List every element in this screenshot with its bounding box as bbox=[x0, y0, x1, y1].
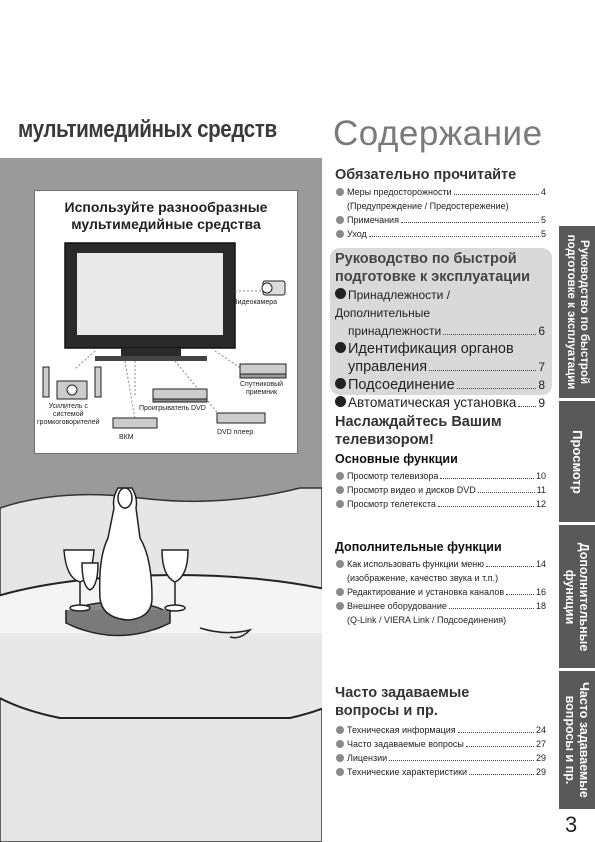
tab-advanced-functions[interactable] bbox=[559, 525, 595, 668]
toc-item-text: Просмотр видео и дисков DVD bbox=[347, 485, 476, 495]
satellite-receiver-icon bbox=[240, 364, 286, 378]
toc-item[interactable] bbox=[336, 213, 546, 227]
bullet-icon bbox=[336, 188, 344, 196]
tab-advanced-line2: функции bbox=[563, 569, 577, 624]
page-number: 3 bbox=[565, 812, 578, 837]
tab-advanced-line1: Дополнительные bbox=[577, 542, 591, 651]
toc-item-page: 16 bbox=[535, 587, 546, 597]
toc-item-text: Принадлежности / Дополнительные bbox=[335, 288, 451, 320]
toc-item[interactable] bbox=[336, 737, 546, 751]
label-satellite-line1: Спутниковый bbox=[240, 381, 284, 388]
card-title-line2: мультимедийные средства bbox=[71, 216, 261, 232]
toc-item[interactable] bbox=[335, 394, 545, 412]
section-title-enjoy bbox=[335, 413, 502, 449]
faq-title-line2: вопросы и пр. bbox=[335, 703, 438, 719]
toc-item-page: 5 bbox=[540, 215, 546, 225]
subsection-advanced: Дополнительные функции bbox=[335, 540, 502, 554]
page-title: Содержание bbox=[333, 114, 543, 153]
toc-item-text: Просмотр телевизора bbox=[347, 471, 439, 481]
toc-item-note: (изображение, качество звука и т.п.) bbox=[347, 573, 499, 583]
toc-item-page: 7 bbox=[538, 360, 545, 374]
quick-title-line2: подготовке к эксплуатации bbox=[335, 269, 531, 285]
tab-faq-line1: Часто задаваемые bbox=[577, 682, 591, 798]
toc-item[interactable] bbox=[336, 483, 546, 497]
section-title-must-read: Обязательно прочитайте bbox=[335, 167, 517, 183]
toc-item-page: 10 bbox=[535, 471, 546, 481]
toc-item-page: 18 bbox=[535, 601, 546, 611]
vcr-icon bbox=[113, 418, 157, 428]
toc-item-page: 29 bbox=[535, 767, 546, 777]
tab-faq-line2: вопросы и пр. bbox=[563, 695, 577, 785]
toc-item-text: Внешнее оборудование bbox=[347, 601, 447, 611]
illustration-panel bbox=[0, 158, 322, 842]
toc-item-page: 6 bbox=[538, 324, 545, 338]
toc-item[interactable] bbox=[336, 185, 546, 213]
toc-item-note: (Q-Link / VIERA Link / Подсоединения) bbox=[347, 615, 507, 625]
toc-item-text: Подсоединение bbox=[348, 377, 455, 393]
section-title-faq bbox=[335, 684, 469, 720]
toc-item[interactable] bbox=[336, 497, 546, 511]
toc-item-page: 4 bbox=[540, 187, 546, 197]
dvd-player-icon bbox=[217, 413, 265, 423]
tab-viewing[interactable] bbox=[559, 401, 595, 522]
toc-item-text: Редактирование и установка каналов bbox=[347, 587, 505, 597]
toc-item-page: 24 bbox=[535, 725, 546, 735]
label-dvd-recorder: Проигрыватель DVD bbox=[139, 405, 206, 412]
toc-item[interactable] bbox=[336, 765, 546, 779]
toc-item-page: 11 bbox=[536, 485, 546, 495]
bullet-icon bbox=[336, 216, 344, 224]
label-dvd-player: DVD плеер bbox=[217, 429, 254, 436]
label-amp-line2: системой bbox=[52, 411, 84, 418]
toc-item-text-line2: принадлежности bbox=[348, 324, 442, 338]
tab-quick-guide[interactable] bbox=[559, 226, 595, 398]
toc-item-text: Технические характеристики bbox=[347, 767, 468, 777]
toc-item-text: Меры предосторожности bbox=[347, 187, 452, 197]
bullet-icon bbox=[336, 500, 344, 508]
toc-item-page: 9 bbox=[538, 396, 545, 410]
tab-viewing-label: Просмотр bbox=[570, 429, 585, 494]
toc-item-text: Примечания bbox=[347, 215, 399, 225]
faq-title-line1: Часто задаваемые bbox=[335, 685, 470, 701]
bullet-icon bbox=[336, 726, 344, 734]
toc-item-text: Идентификация органов bbox=[348, 341, 514, 357]
enjoy-title-line1: Наслаждайтесь Вашим bbox=[335, 414, 502, 430]
toc-item[interactable] bbox=[336, 557, 546, 585]
bullet-icon bbox=[336, 230, 344, 238]
toc-item[interactable] bbox=[336, 723, 546, 737]
card-title-line1: Используйте разнообразные bbox=[64, 199, 268, 215]
bullet-icon bbox=[335, 378, 346, 389]
label-amp-line1: Усилитель с bbox=[48, 403, 88, 410]
toc-item-text: Часто задаваемые вопросы bbox=[347, 739, 464, 749]
toc-item-page: 5 bbox=[540, 229, 546, 239]
toc-item[interactable] bbox=[336, 227, 546, 241]
bullet-icon bbox=[336, 560, 344, 568]
toc-item[interactable] bbox=[336, 469, 546, 483]
toc-item-page: 14 bbox=[535, 559, 546, 569]
bullet-icon bbox=[336, 740, 344, 748]
toc-item-text: Как использовать функции меню bbox=[347, 559, 484, 569]
toc-item-text: Автоматическая установка bbox=[348, 395, 517, 410]
toc-item[interactable] bbox=[335, 340, 545, 376]
toc-must-read bbox=[336, 185, 546, 241]
bullet-icon bbox=[336, 602, 344, 610]
toc-item[interactable] bbox=[336, 599, 546, 627]
bullet-icon bbox=[335, 288, 346, 299]
dvd-recorder-icon bbox=[153, 389, 207, 402]
label-satellite bbox=[240, 381, 283, 397]
toc-item-page: 8 bbox=[538, 378, 545, 392]
label-amp-line3: громкоговорителей bbox=[37, 419, 100, 426]
toc-item[interactable] bbox=[336, 585, 546, 599]
quick-title-line1: Руководство по быстрой bbox=[335, 251, 517, 267]
label-satellite-line2: приемник bbox=[245, 389, 278, 396]
bullet-icon bbox=[336, 754, 344, 762]
toc-item[interactable] bbox=[335, 286, 545, 340]
toc-quick-guide bbox=[335, 286, 545, 412]
toc-faq bbox=[336, 723, 546, 779]
left-heading: мультимедийных средств bbox=[18, 116, 277, 143]
toc-item-page: 12 bbox=[535, 499, 546, 509]
bullet-icon bbox=[335, 396, 346, 407]
toc-advanced bbox=[336, 557, 546, 627]
multimedia-card bbox=[34, 190, 298, 454]
label-vcr: ВКМ bbox=[119, 434, 134, 441]
toc-item[interactable] bbox=[335, 376, 545, 394]
tab-quick-line2: подготовке к эксплуатации bbox=[565, 234, 577, 390]
camcorder-icon bbox=[262, 281, 285, 295]
amplifier-speakers-icon bbox=[43, 367, 101, 399]
toc-item-page: 27 bbox=[535, 739, 546, 749]
bullet-icon bbox=[336, 486, 344, 494]
tab-quick-line1: Руководство по быстрой bbox=[578, 239, 590, 385]
toc-item-page: 29 bbox=[535, 753, 546, 763]
enjoy-title-line2: телевизором! bbox=[335, 432, 434, 448]
toc-item-text: Уход bbox=[347, 229, 367, 239]
label-amplifier bbox=[37, 403, 100, 427]
toc-item-note: (Предупреждение / Предостережение) bbox=[347, 201, 509, 211]
toc-item[interactable] bbox=[336, 751, 546, 765]
bullet-icon bbox=[335, 342, 346, 353]
subsection-basic: Основные функции bbox=[335, 452, 458, 466]
bullet-icon bbox=[336, 472, 344, 480]
bullet-icon bbox=[336, 588, 344, 596]
section-title-quick-guide bbox=[335, 250, 530, 286]
toc-basic bbox=[336, 469, 546, 511]
toc-item-text-line2: управления bbox=[348, 359, 428, 375]
bullet-icon bbox=[336, 768, 344, 776]
tab-faq[interactable] bbox=[559, 671, 595, 809]
toc-item-text: Лицензии bbox=[347, 753, 388, 763]
toc-item-text: Просмотр телетекста bbox=[347, 499, 436, 509]
label-camcorder: Видеокамера bbox=[233, 299, 278, 306]
toc-item-text: Техническая информация bbox=[347, 725, 456, 735]
